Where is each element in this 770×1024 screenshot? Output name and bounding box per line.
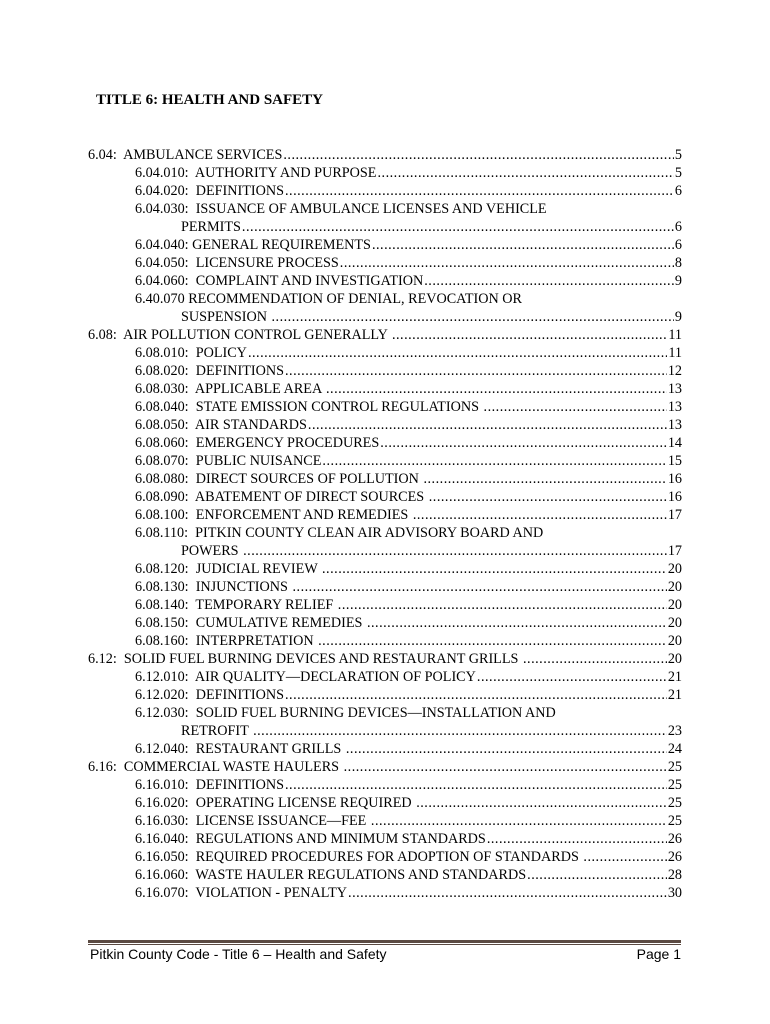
toc-page-number: 9 — [674, 309, 682, 325]
toc-entry[interactable] — [135, 290, 682, 308]
toc-entry-text: 6.16.070: VIOLATION - PENALTY — [135, 885, 348, 901]
toc-entry-text: 6.04: AMBULANCE SERVICES — [88, 147, 283, 163]
toc-leader-dots — [253, 722, 667, 740]
toc-entry[interactable] — [135, 182, 682, 200]
toc-leader-dots — [283, 146, 674, 164]
toc-entry[interactable] — [135, 596, 682, 614]
toc-entry[interactable] — [181, 722, 682, 740]
toc-page-number: 21 — [667, 669, 682, 685]
toc-entry-text: 6.04.030: ISSUANCE OF AMBULANCE LICENSES AND VEHICLE — [135, 201, 547, 217]
toc-page-number: 5 — [674, 147, 682, 163]
toc-leader-dots — [285, 182, 674, 200]
toc-entry[interactable] — [135, 632, 682, 650]
toc-page-number: 23 — [667, 723, 682, 739]
toc-entry-text: 6.12.020: DEFINITIONS — [135, 687, 284, 703]
toc-entry[interactable] — [135, 686, 682, 704]
toc-entry-text: 6.08.130: INJUNCTIONS — [135, 579, 292, 595]
toc-entry[interactable] — [135, 164, 682, 182]
toc-leader-dots — [413, 506, 667, 524]
toc-leader-dots — [423, 470, 666, 488]
toc-leader-dots — [377, 164, 673, 182]
toc-entry[interactable] — [135, 380, 682, 398]
toc-entry-text: 6.08.090: ABATEMENT OF DIRECT SOURCES — [135, 489, 428, 505]
toc-entry[interactable] — [135, 704, 682, 722]
toc-page-number: 6 — [674, 183, 682, 199]
toc-entry[interactable] — [135, 470, 682, 488]
toc-leader-dots — [338, 596, 667, 614]
toc-entry-text: 6.04.050: LICENSURE PROCESS — [135, 255, 339, 271]
toc-entry[interactable] — [135, 200, 682, 218]
toc-entry-text: 6.08.010: POLICY — [135, 345, 247, 361]
toc-entry-text: 6.12: SOLID FUEL BURNING DEVICES AND RESTAURANT GRILLS — [88, 651, 522, 667]
toc-page-number: 17 — [667, 543, 682, 559]
toc-entry-text: SUSPENSION — [181, 309, 271, 325]
toc-leader-dots — [285, 686, 667, 704]
toc-page-number: 14 — [667, 435, 682, 451]
toc-entry-text: 6.08.110: PITKIN COUNTY CLEAN AIR ADVISORY BOARD AND — [135, 525, 544, 541]
toc-entry-text: 6.08.160: INTERPRETATION — [135, 633, 318, 649]
toc-leader-dots — [429, 488, 667, 506]
toc-entry-text: 6.04.010: AUTHORITY AND PURPOSE — [135, 165, 377, 181]
toc-leader-dots — [271, 308, 673, 326]
footer-divider — [88, 940, 681, 943]
toc-entry-text: 6.40.070 RECOMMENDATION OF DENIAL, REVOCATION OR — [135, 291, 522, 307]
toc-leader-dots — [292, 578, 666, 596]
toc-leader-dots — [527, 866, 667, 884]
toc-entry[interactable] — [135, 614, 682, 632]
toc-leader-dots — [318, 632, 667, 650]
toc-entry-text: 6.08.020: DEFINITIONS — [135, 363, 284, 379]
toc-entry-text: 6.08.050: AIR STANDARDS — [135, 417, 307, 433]
toc-entry[interactable] — [135, 344, 682, 362]
toc-page-number: 25 — [667, 777, 682, 793]
toc-entry[interactable] — [135, 848, 682, 866]
toc-entry-text: PERMITS — [181, 219, 241, 235]
toc-page-number: 13 — [667, 399, 682, 415]
toc-page-number: 12 — [667, 363, 682, 379]
toc-page-number: 13 — [667, 381, 682, 397]
toc-page-number: 20 — [667, 615, 682, 631]
toc-leader-dots — [285, 776, 667, 794]
toc-page-number: 11 — [668, 327, 682, 343]
toc-entry[interactable] — [135, 884, 682, 902]
toc-page-number: 26 — [667, 849, 682, 865]
toc-entry[interactable] — [135, 776, 682, 794]
toc-page-number: 25 — [667, 813, 682, 829]
toc-leader-dots — [322, 560, 667, 578]
toc-leader-dots — [322, 452, 666, 470]
toc-entry[interactable] — [135, 560, 682, 578]
toc-leader-dots — [371, 812, 667, 830]
toc-leader-dots — [248, 344, 667, 362]
toc-entry[interactable] — [135, 272, 682, 290]
toc-entry-text: 6.08.040: STATE EMISSION CONTROL REGULATIONS — [135, 399, 483, 415]
toc-leader-dots — [424, 272, 674, 290]
toc-page-number: 9 — [674, 273, 682, 289]
toc-entry-text: 6.12.030: SOLID FUEL BURNING DEVICES—INSTALLATION AND — [135, 705, 556, 721]
toc-entry-text: 6.12.040: RESTAURANT GRILLS — [135, 741, 345, 757]
toc-entry[interactable] — [181, 542, 682, 560]
toc-entry-text: 6.08.120: JUDICIAL REVIEW — [135, 561, 321, 577]
toc-leader-dots — [416, 794, 667, 812]
toc-page-number: 6 — [674, 237, 682, 253]
toc-entry-text: 6.08.070: PUBLIC NUISANCE — [135, 453, 322, 469]
toc-page-number: 11 — [668, 345, 682, 361]
footer-title: Pitkin County Code - Title 6 – Health and Safety — [90, 946, 387, 962]
toc-leader-dots — [484, 398, 667, 416]
toc-entry-text: 6.16.030: LICENSE ISSUANCE—FEE — [135, 813, 370, 829]
toc-leader-dots — [308, 416, 667, 434]
toc-entry-text: POWERS — [181, 543, 243, 559]
toc-entry[interactable] — [135, 506, 682, 524]
toc-entry[interactable] — [135, 434, 682, 452]
toc-entry[interactable] — [135, 362, 682, 380]
toc-leader-dots — [367, 614, 667, 632]
toc-entry-text: 6.04.020: DEFINITIONS — [135, 183, 284, 199]
footer-page-number: Page 1 — [636, 946, 681, 962]
toc-entry[interactable] — [135, 416, 682, 434]
toc-leader-dots — [392, 326, 667, 344]
toc-page-number: 26 — [667, 831, 682, 847]
toc-entry[interactable] — [135, 488, 682, 506]
toc-entry-text: 6.08.060: EMERGENCY PROCEDURES — [135, 435, 380, 451]
toc-entry[interactable] — [135, 236, 682, 254]
toc-entry-text: 6.08.140: TEMPORARY RELIEF — [135, 597, 337, 613]
page-footer — [90, 946, 681, 962]
toc-entry[interactable] — [181, 218, 682, 236]
toc-entry[interactable] — [135, 254, 682, 272]
toc-page-number: 20 — [667, 579, 682, 595]
toc-entry[interactable] — [135, 812, 682, 830]
footer-divider-thin — [88, 944, 681, 945]
toc-entry[interactable] — [135, 578, 682, 596]
toc-leader-dots — [372, 236, 674, 254]
toc-page-number: 16 — [667, 471, 682, 487]
toc-entry-text: 6.16: COMMERCIAL WASTE HAULERS — [88, 759, 343, 775]
toc-entry[interactable] — [88, 326, 682, 344]
toc-page-number: 5 — [674, 165, 682, 181]
toc-entry-text: 6.08: AIR POLLUTION CONTROL GENERALLY — [88, 327, 391, 343]
toc-entry[interactable] — [135, 830, 682, 848]
toc-entry-text: 6.04.040: GENERAL REQUIREMENTS — [135, 237, 371, 253]
toc-page-number: 25 — [667, 759, 682, 775]
toc-page-number: 16 — [667, 489, 682, 505]
toc-entry-text: 6.12.010: AIR QUALITY—DECLARATION OF POLICY — [135, 669, 476, 685]
toc-entry[interactable] — [135, 452, 682, 470]
toc-page-number: 25 — [667, 795, 682, 811]
toc-entry-text: 6.16.020: OPERATING LICENSE REQUIRED — [135, 795, 416, 811]
toc-page-number: 21 — [667, 687, 682, 703]
toc-entry[interactable] — [135, 740, 682, 758]
toc-entry[interactable] — [135, 668, 682, 686]
toc-page-number: 28 — [667, 867, 682, 883]
toc-page-number: 20 — [667, 561, 682, 577]
toc-entry[interactable] — [88, 146, 682, 164]
toc-leader-dots — [344, 758, 667, 776]
toc-entry[interactable] — [88, 758, 682, 776]
toc-entry[interactable] — [88, 650, 682, 668]
toc-leader-dots — [348, 884, 667, 902]
toc-entry-text: 6.08.100: ENFORCEMENT AND REMEDIES — [135, 507, 412, 523]
toc-page-number: 8 — [674, 255, 682, 271]
toc-entry-text: 6.16.060: WASTE HAULER REGULATIONS AND STANDARDS — [135, 867, 527, 883]
toc-page-number: 20 — [667, 651, 682, 667]
toc-page-number: 6 — [674, 219, 682, 235]
toc-page-number: 15 — [667, 453, 682, 469]
toc-leader-dots — [285, 362, 667, 380]
toc-leader-dots — [242, 218, 674, 236]
toc-entry[interactable] — [135, 398, 682, 416]
toc-entry[interactable] — [135, 524, 682, 542]
toc-leader-dots — [477, 668, 667, 686]
toc-leader-dots — [380, 434, 667, 452]
toc-page-number: 17 — [667, 507, 682, 523]
document-title: TITLE 6: HEALTH AND SAFETY — [96, 92, 324, 108]
toc-entry-text: RETROFIT — [181, 723, 253, 739]
toc-entry[interactable] — [135, 794, 682, 812]
toc-page-number: 13 — [667, 417, 682, 433]
toc-leader-dots — [243, 542, 667, 560]
toc-leader-dots — [523, 650, 667, 668]
toc-page-number: 30 — [667, 885, 682, 901]
toc-page-number: 20 — [667, 597, 682, 613]
toc-entry-text: 6.04.060: COMPLAINT AND INVESTIGATION — [135, 273, 424, 289]
toc-page-number: 20 — [667, 633, 682, 649]
toc-leader-dots — [340, 254, 674, 272]
toc-entry-text: 6.16.010: DEFINITIONS — [135, 777, 284, 793]
toc-page-number: 24 — [667, 741, 682, 757]
toc-entry-text: 6.16.040: REGULATIONS AND MINIMUM STANDARDS — [135, 831, 486, 847]
toc-entry[interactable] — [181, 308, 682, 326]
toc-leader-dots — [326, 380, 667, 398]
toc-entry[interactable] — [135, 866, 682, 884]
toc-entry-text: 6.16.050: REQUIRED PROCEDURES FOR ADOPTION OF STANDARDS — [135, 849, 583, 865]
toc-entry-text: 6.08.080: DIRECT SOURCES OF POLLUTION — [135, 471, 423, 487]
toc-leader-dots — [487, 830, 667, 848]
toc-leader-dots — [346, 740, 667, 758]
toc-entry-text: 6.08.150: CUMULATIVE REMEDIES — [135, 615, 366, 631]
toc-leader-dots — [583, 848, 666, 866]
toc-entry-text: 6.08.030: APPLICABLE AREA — [135, 381, 325, 397]
